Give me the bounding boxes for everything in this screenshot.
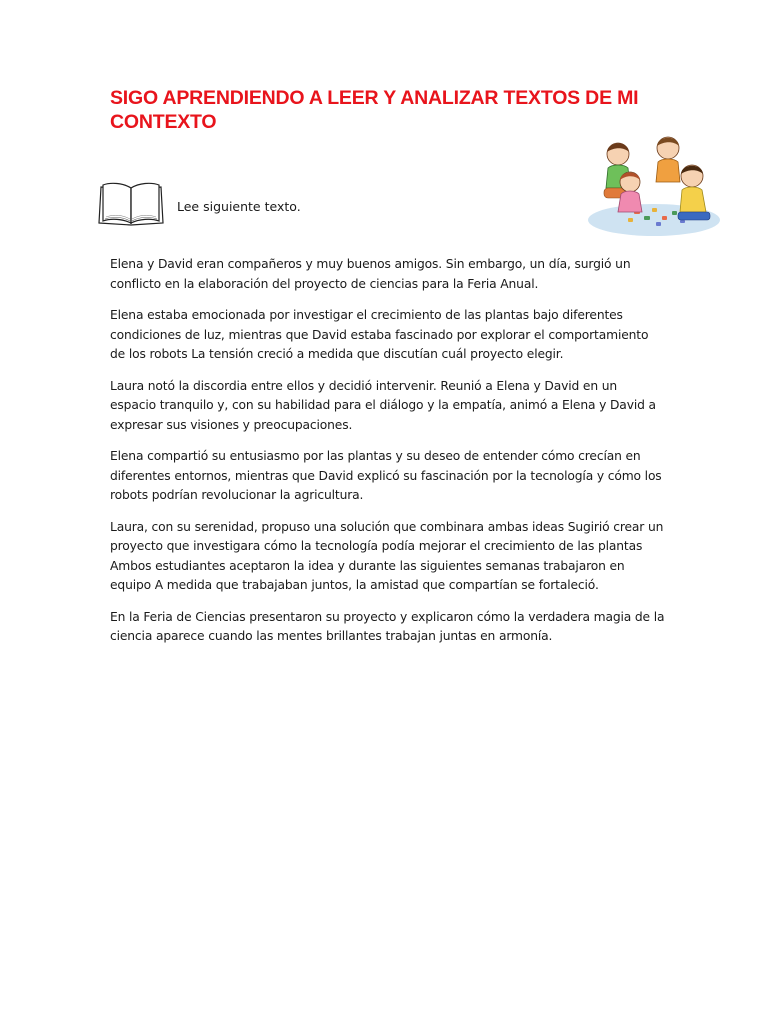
paragraph: Laura, con su serenidad, propuso una solución que combinara ambas ideas Sugirió crear un proyecto que investigara cómo la tecnología podía mejorar el crecimiento de las plantas Ambos estudiantes aceptaron la idea y durante las siguientes semanas trabajaron en equipo A medida que trabajaban juntos, la amistad que compartían se fortaleció. xyxy=(110,519,664,592)
story-text xyxy=(110,255,665,659)
paragraph: En la Feria de Ciencias presentaron su proyecto y explicaron cómo la verdadera magia de la ciencia aparece cuando las mentes brillantes trabajan juntas en armonía. xyxy=(110,609,665,643)
paragraph: Laura notó la discordia entre ellos y decidió intervenir. Reunió a Elena y David en un espacio tranquilo y, con su habilidad para el diálogo y la empatía, animó a Elena y David a expresar sus visiones y preocupaciones. xyxy=(110,378,656,432)
paragraph: Elena estaba emocionada por investigar el crecimiento de las plantas bajo diferentes condiciones de luz, mientras que David estaba fascinado por explorar el comportamiento de los robots La tensión creció a medida que discutían cuál proyecto elegir. xyxy=(110,308,649,361)
instruction-text: Lee siguiente texto. xyxy=(177,199,301,214)
open-book-icon xyxy=(95,181,167,227)
children-group-illustration xyxy=(584,132,720,238)
paragraph: Elena compartió su entusiasmo por las plantas y su deseo de entender cómo crecían en diferentes entornos, mientras que David explicó su fascinación por la tecnología y cómo los robots podrían revolucionar la agricultura. xyxy=(110,449,662,502)
page-title: SIGO APRENDIENDO A LEER Y ANALIZAR TEXTOS DE MI CONTEXTO xyxy=(110,87,639,133)
paragraph: Elena y David eran compañeros y muy buenos amigos. Sin embargo, un día, surgió un conflicto en la elaboración del proyecto de ciencias para la Feria Anual. xyxy=(110,257,631,291)
